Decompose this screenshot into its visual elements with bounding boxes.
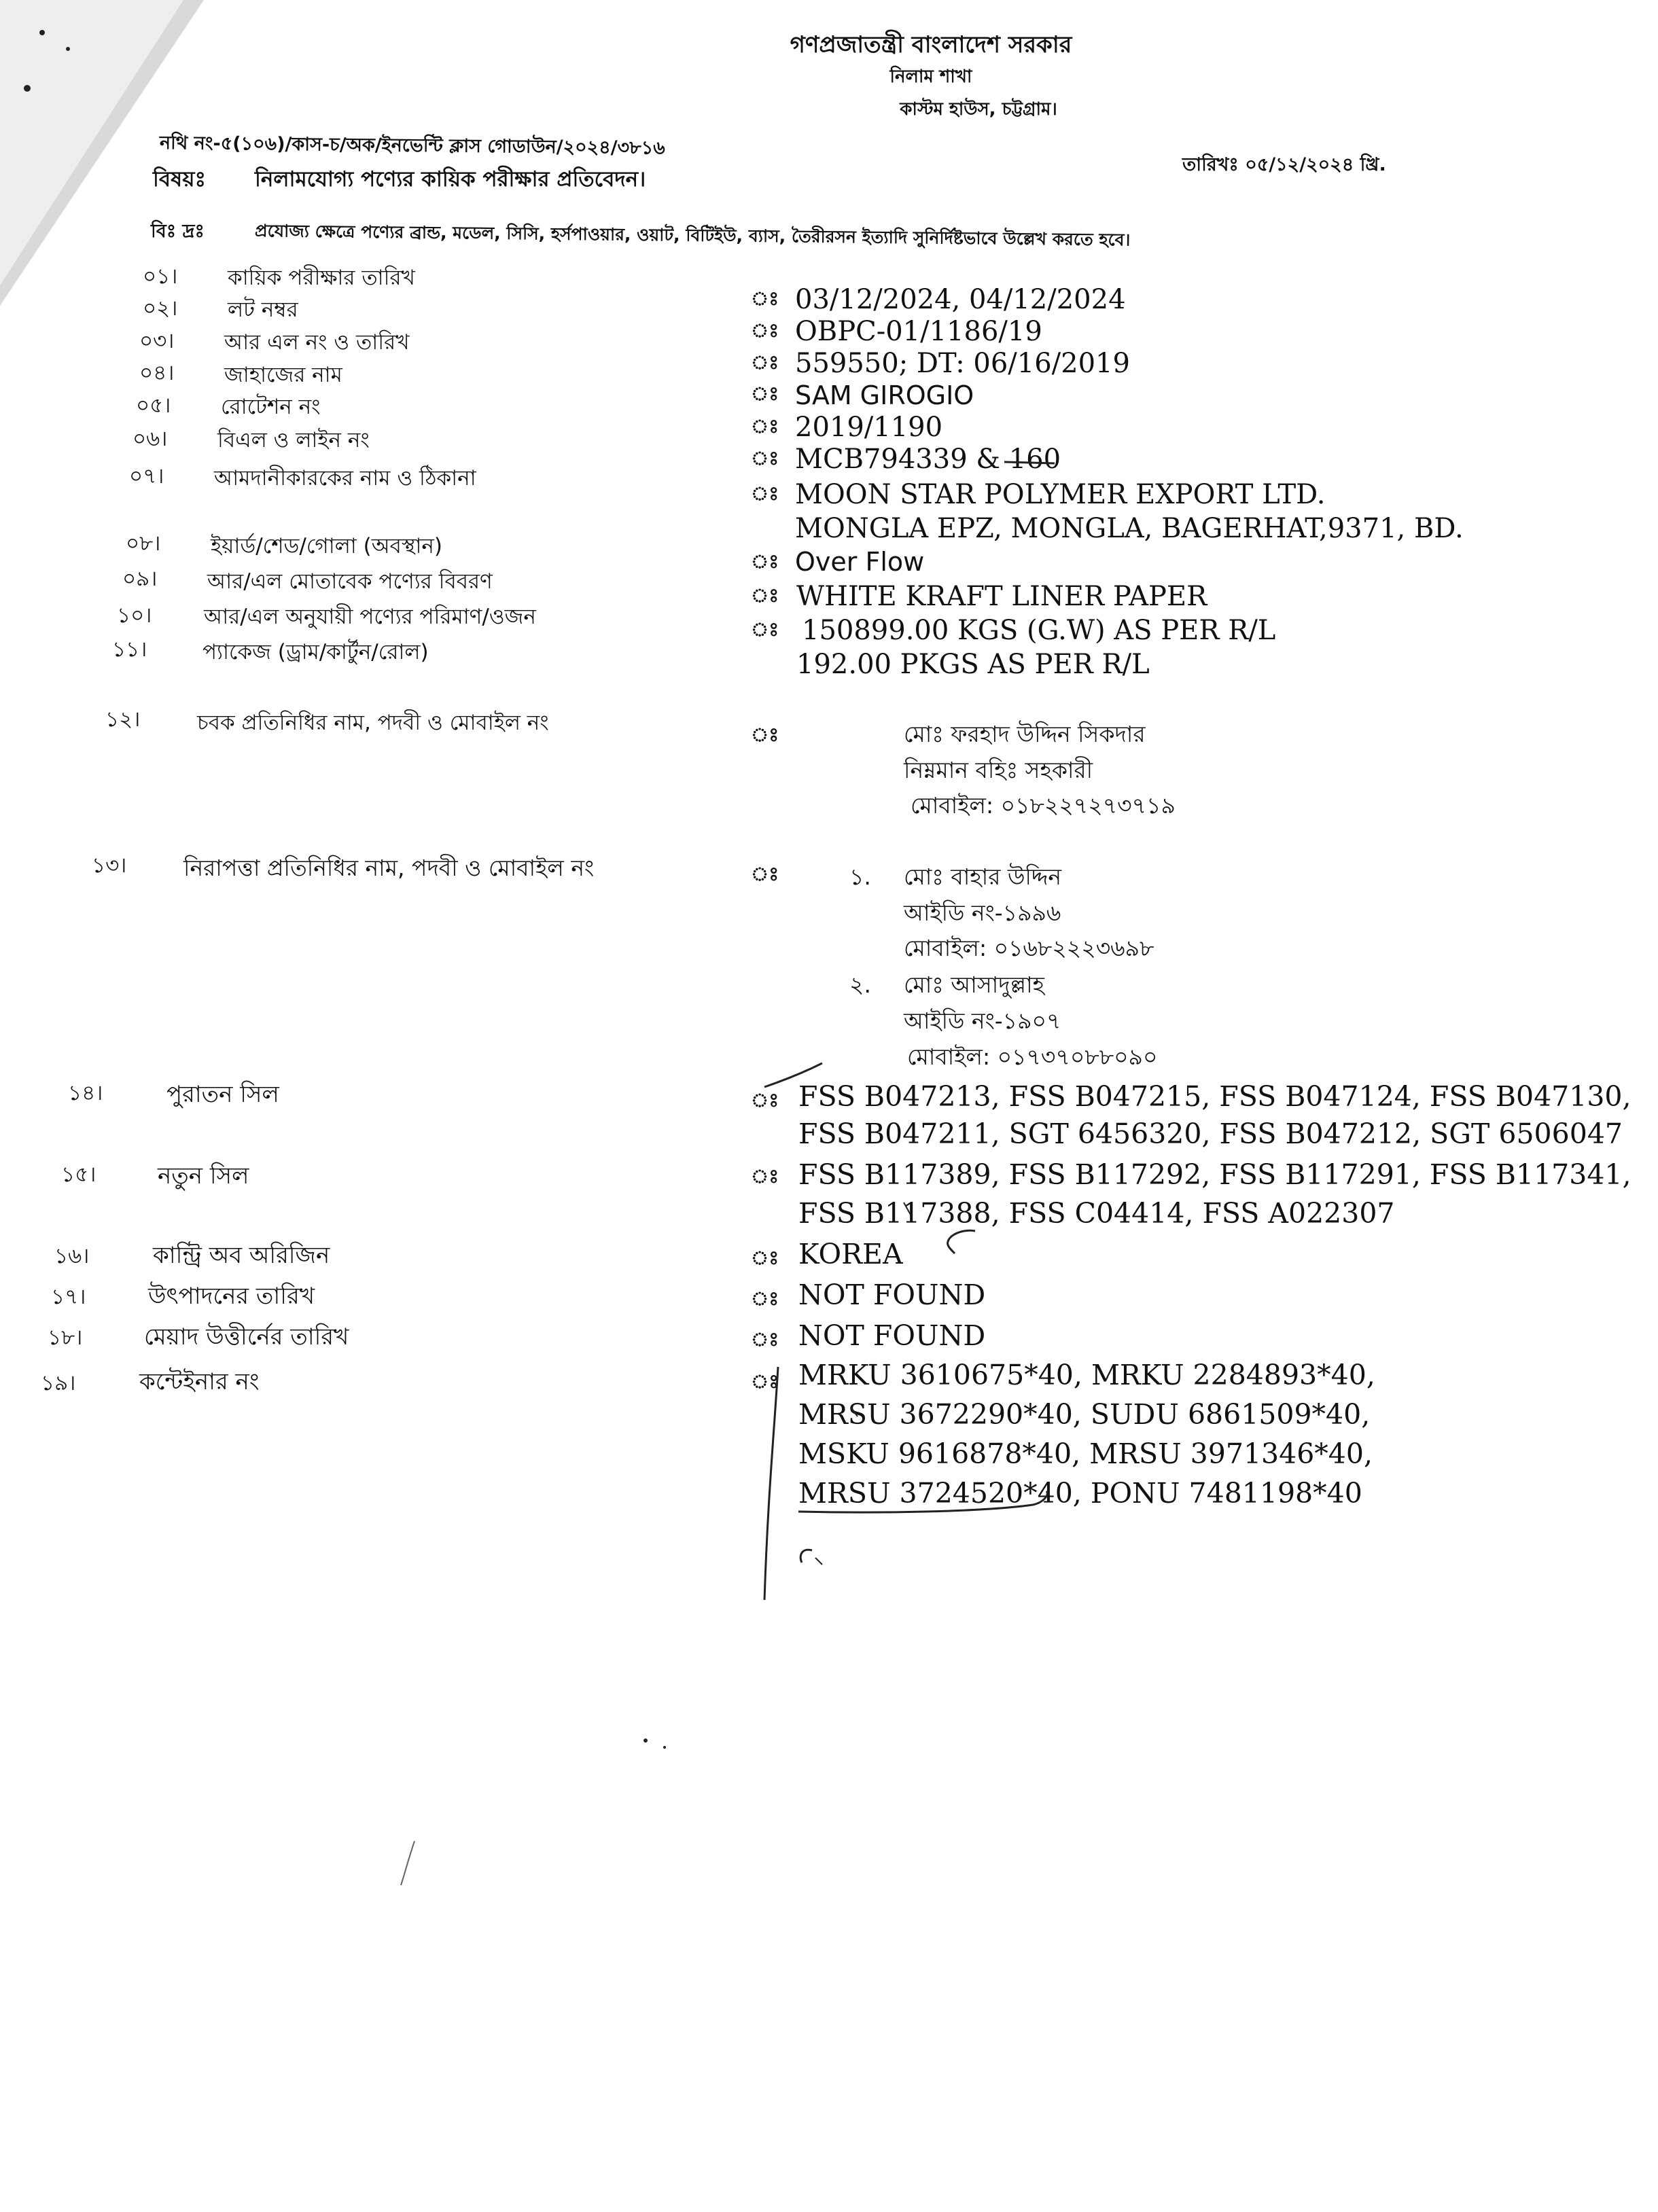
document-date: তারিখঃ ০৫/১২/২০২৪ খ্রি. (1182, 154, 1386, 175)
item-label: প্যাকেজ (ড্রাম/কার্টুন/রোল) (202, 640, 429, 664)
item-value: আইডি নং-১৯০৭ (904, 1007, 1061, 1034)
item-number: ১৩। (92, 853, 127, 878)
item-number: ১৭। (51, 1285, 86, 1309)
colon: ঃ (751, 1287, 779, 1310)
item-value: 192.00 PKGS AS PER R/L (796, 649, 1150, 680)
subject-label: বিষয়ঃ (153, 167, 207, 192)
item-value: FSS B047211, SGT 6456320, FSS B047212, SGT 6506047 (798, 1118, 1623, 1150)
item-label: জাহাজের নাম (224, 363, 342, 387)
subject-text: নিলামযোগ্য পণ্যের কায়িক পরীক্ষার প্রতিবেদন। (255, 167, 646, 192)
item-label: আর/এল অনুযায়ী পণ্যের পরিমাণ/ওজন (204, 605, 536, 629)
item-label: ইয়ার্ড/শেড/গোলা (অবস্থান) (211, 534, 442, 558)
note-text: প্রযোজ্য ক্ষেত্রে পণ্যের ব্রান্ড, মডেল, সিসি, হর্সপাওয়ার, ওয়াট, বিটিইউ, ব্যাস, তৈরীরসন ইত্যাদি সুনির্দিষ্টভাবে উল্লেখ করতে হবে। (254, 221, 1131, 250)
item-value: মোঃ আসাদুল্লাহ (904, 971, 1044, 998)
note-label: বিঃ দ্রঃ (151, 221, 205, 242)
colon: ঃ (751, 351, 779, 374)
item-label: বিএল ও লাইন নং (217, 428, 370, 452)
item-value: মোঃ ফরহাদ উদ্দিন সিকদার (904, 721, 1146, 747)
item-value: 150899.00 KGS (G.W) AS PER R/L (802, 615, 1276, 646)
item-label: রোটেশন নং (221, 395, 321, 419)
item-value: MSKU 9616878*40, MRSU 3971346*40, (798, 1438, 1373, 1470)
item-number: ১৪। (68, 1081, 103, 1105)
reference-number: নথি নং-৫(১০৬)/কাস-চ/অক/ইনভেন্টি ক্লাস গোডাউন/২০২৪/৩৮১৬ (159, 132, 665, 159)
colon: ঃ (751, 1165, 779, 1188)
colon: ঃ (751, 724, 779, 746)
item-value: FSS B047213, FSS B047215, FSS B047124, FSS B047130, (798, 1080, 1631, 1113)
item-number: ০৪। (139, 361, 175, 385)
item-value: FSS B117389, FSS B117292, FSS B117291, FSS B117341, (798, 1158, 1631, 1191)
item-label: আর এল নং ও তারিখ (224, 330, 410, 355)
item-value: WHITE KRAFT LINER PAPER (796, 581, 1207, 612)
item-value: Over Flow (795, 547, 925, 577)
item-number: ০৮। (126, 531, 161, 556)
item-label: কন্টেইনার নং (139, 1368, 260, 1395)
item-label: চবক প্রতিনিধির নাম, পদবী ও মোবাইল নং (197, 711, 549, 735)
item-number: ১৬। (54, 1244, 90, 1268)
item-value: নিম্নমান বহিঃ সহকারী (904, 757, 1093, 783)
item-number: ০৭। (129, 464, 164, 488)
item-value: MOON STAR POLYMER EXPORT LTD. (795, 479, 1326, 510)
item-label: নিরাপত্তা প্রতিনিধির নাম, পদবী ও মোবাইল নং (183, 855, 595, 881)
item-value: NOT FOUND (798, 1279, 986, 1311)
item-value: ১. (849, 863, 871, 890)
item-value: SAM GIROGIO (795, 380, 974, 410)
item-number: ০৬। (133, 427, 168, 451)
office-name: কাস্টম হাউস, চট্টগ্রাম। (900, 99, 1057, 120)
item-label: আমদানীকারকের নাম ও ঠিকানা (214, 466, 476, 490)
item-value: MRSU 3672290*40, SUDU 6861509*40, (798, 1398, 1371, 1431)
colon: ঃ (751, 584, 779, 607)
colon: ঃ (751, 863, 779, 885)
colon: ঃ (751, 382, 779, 405)
item-number: ১১। (112, 637, 147, 662)
item-number: ০১। (143, 264, 178, 289)
colon: ঃ (751, 319, 779, 342)
item-value: NOT FOUND (798, 1319, 986, 1352)
item-label: নতুন সিল (158, 1162, 249, 1190)
colon: ঃ (751, 1370, 779, 1393)
colon: ঃ (751, 1328, 779, 1351)
item-value: আইডি নং-১৯৯৬ (904, 899, 1061, 926)
item-value: 03/12/2024, 04/12/2024 (795, 284, 1126, 315)
colon: ঃ (751, 550, 779, 573)
item-label: পুরাতন সিল (166, 1081, 279, 1108)
item-value: FSS B117388, FSS C04414, FSS A022307 (798, 1197, 1395, 1230)
item-label: উৎপাদনের তারিখ (148, 1283, 315, 1310)
item-number: ১২। (105, 707, 141, 732)
item-label: লট নম্বর (228, 298, 298, 322)
colon: ঃ (751, 447, 779, 469)
item-value: 2019/1190 (795, 412, 943, 443)
item-value: OBPC-01/1186/19 (795, 316, 1042, 347)
colon: ঃ (751, 287, 779, 310)
item-value: মোবাইল: ০১৭৩৭০৮৮০৯০ (907, 1043, 1158, 1070)
colon: ঃ (751, 415, 779, 438)
colon: ঃ (751, 618, 779, 641)
item-value: মোবাইল: ০১৮২২৭২৭৩৭১৯ (911, 792, 1176, 819)
item-number: ০৩। (139, 329, 175, 353)
item-number: ১০। (117, 603, 152, 628)
item-number: ০৯। (122, 567, 158, 591)
item-number: ১৮। (48, 1325, 83, 1350)
item-value: 559550; DT: 06/16/2019 (795, 348, 1130, 379)
item-label: কায়িক পরীক্ষার তারিখ (228, 266, 415, 290)
item-label: আর/এল মোতাবেক পণ্যের বিবরণ (207, 569, 493, 594)
item-value: KOREA (798, 1238, 903, 1270)
item-label: মেয়াদ উত্তীর্নের তারিখ (144, 1323, 349, 1351)
item-value: MRKU 3610675*40, MRKU 2284893*40, (798, 1359, 1375, 1391)
item-value: ২. (849, 971, 871, 998)
colon: ঃ (751, 1089, 779, 1111)
colon: ঃ (751, 482, 779, 505)
item-value: মোবাইল: ০১৬৮২২২৩৬৯৮ (904, 935, 1154, 961)
item-value: MRSU 3724520*40, PONU 7481198*40 (798, 1477, 1362, 1510)
section-name: নিলাম শাখা (889, 67, 972, 87)
item-number: ১৯। (41, 1371, 76, 1395)
item-value: মোঃ বাহার উদ্দিন (904, 863, 1062, 890)
item-label: কান্ট্রি অব অরিজিন (153, 1242, 330, 1269)
item-number: ১৫। (61, 1162, 96, 1187)
item-number: ০৫। (136, 393, 171, 418)
item-value: MONGLA EPZ, MONGLA, BAGERHAT,9371, BD. (795, 513, 1464, 544)
item-number: ০২। (143, 296, 178, 321)
item-value: MCB794339 & 160 (795, 444, 1061, 475)
govt-title: গণপ্রজাতন্ত্রী বাংলাদেশ সরকার (790, 31, 1072, 58)
colon: ঃ (751, 1247, 779, 1269)
